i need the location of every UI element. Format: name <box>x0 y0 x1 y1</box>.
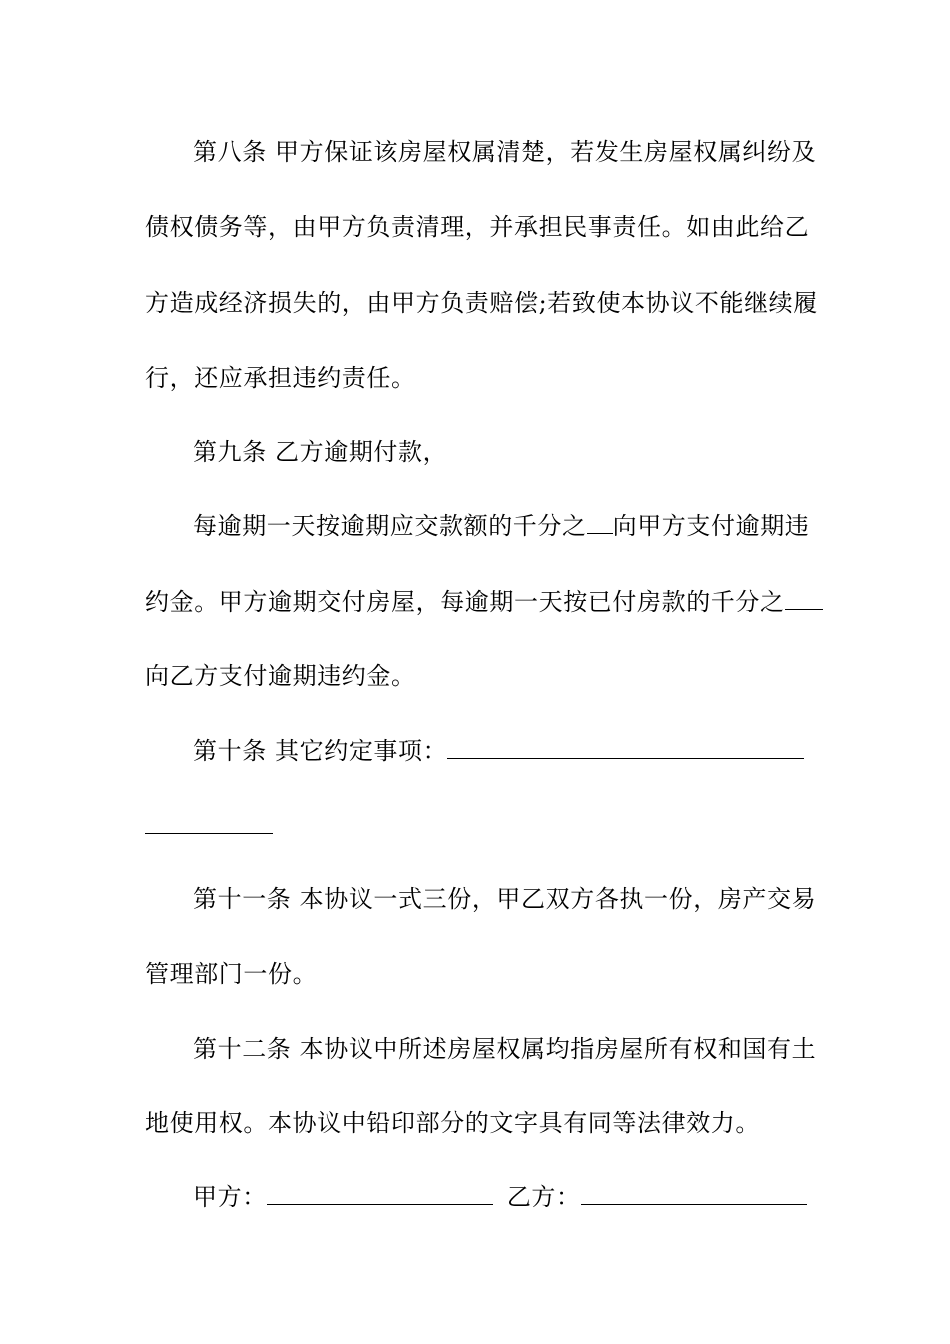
article-8-line-2: 债权债务等，由甲方负责清理，并承担民事责任。如由此给乙 <box>145 213 810 241</box>
article-10-heading: 第十条 其它约定事项： <box>193 737 448 765</box>
party-a-label: 甲方： <box>193 1183 267 1211</box>
party-b-signature-field[interactable] <box>581 1182 807 1205</box>
article-9-line-2 <box>145 587 810 617</box>
article-11-line-2: 管理部门一份。 <box>145 960 318 988</box>
article-8-line-3: 方造成经济损失的，由甲方负责赔偿;若致使本协议不能继续履 <box>145 289 818 317</box>
blank-field-3[interactable] <box>447 736 804 759</box>
party-b-label: 乙方： <box>506 1183 581 1211</box>
article-9-line-2-text: 约金。甲方逾期交付房屋，每逾期一天按已付房款的千分之 <box>145 588 785 616</box>
article-11-line-1: 第十一条 本协议一式三份，甲乙双方各执一份，房产交易 <box>193 885 817 913</box>
article-9-heading: 第九条 乙方逾期付款， <box>193 438 448 466</box>
article-12-line-1: 第十二条 本协议中所述房屋权属均指房屋所有权和国有土 <box>193 1035 817 1063</box>
article-8-line-1: 第八条 甲方保证该房屋权属清楚，若发生房屋权属纠纷及 <box>193 138 817 166</box>
article-9-line-1 <box>193 511 858 541</box>
article-12-line-2: 地使用权。本协议中铅印部分的文字具有同等法律效力。 <box>145 1109 760 1137</box>
article-9-line-1-text-a: 每逾期一天按逾期应交款额的千分之 <box>193 512 587 540</box>
article-9-line-3: 向乙方支付逾期违约金。 <box>145 662 416 690</box>
blank-field-1[interactable] <box>587 511 613 534</box>
article-10-line-1 <box>193 736 858 766</box>
blank-field-2[interactable] <box>785 587 823 610</box>
article-9-line-1-text-b: 向甲方支付逾期违 <box>612 512 810 540</box>
article-8-line-4: 行，还应承担违约责任。 <box>145 364 416 392</box>
party-a-signature-field[interactable] <box>267 1182 493 1205</box>
article-10-line-2 <box>145 811 810 841</box>
blank-field-4[interactable] <box>145 811 273 834</box>
signature-line <box>193 1182 858 1212</box>
